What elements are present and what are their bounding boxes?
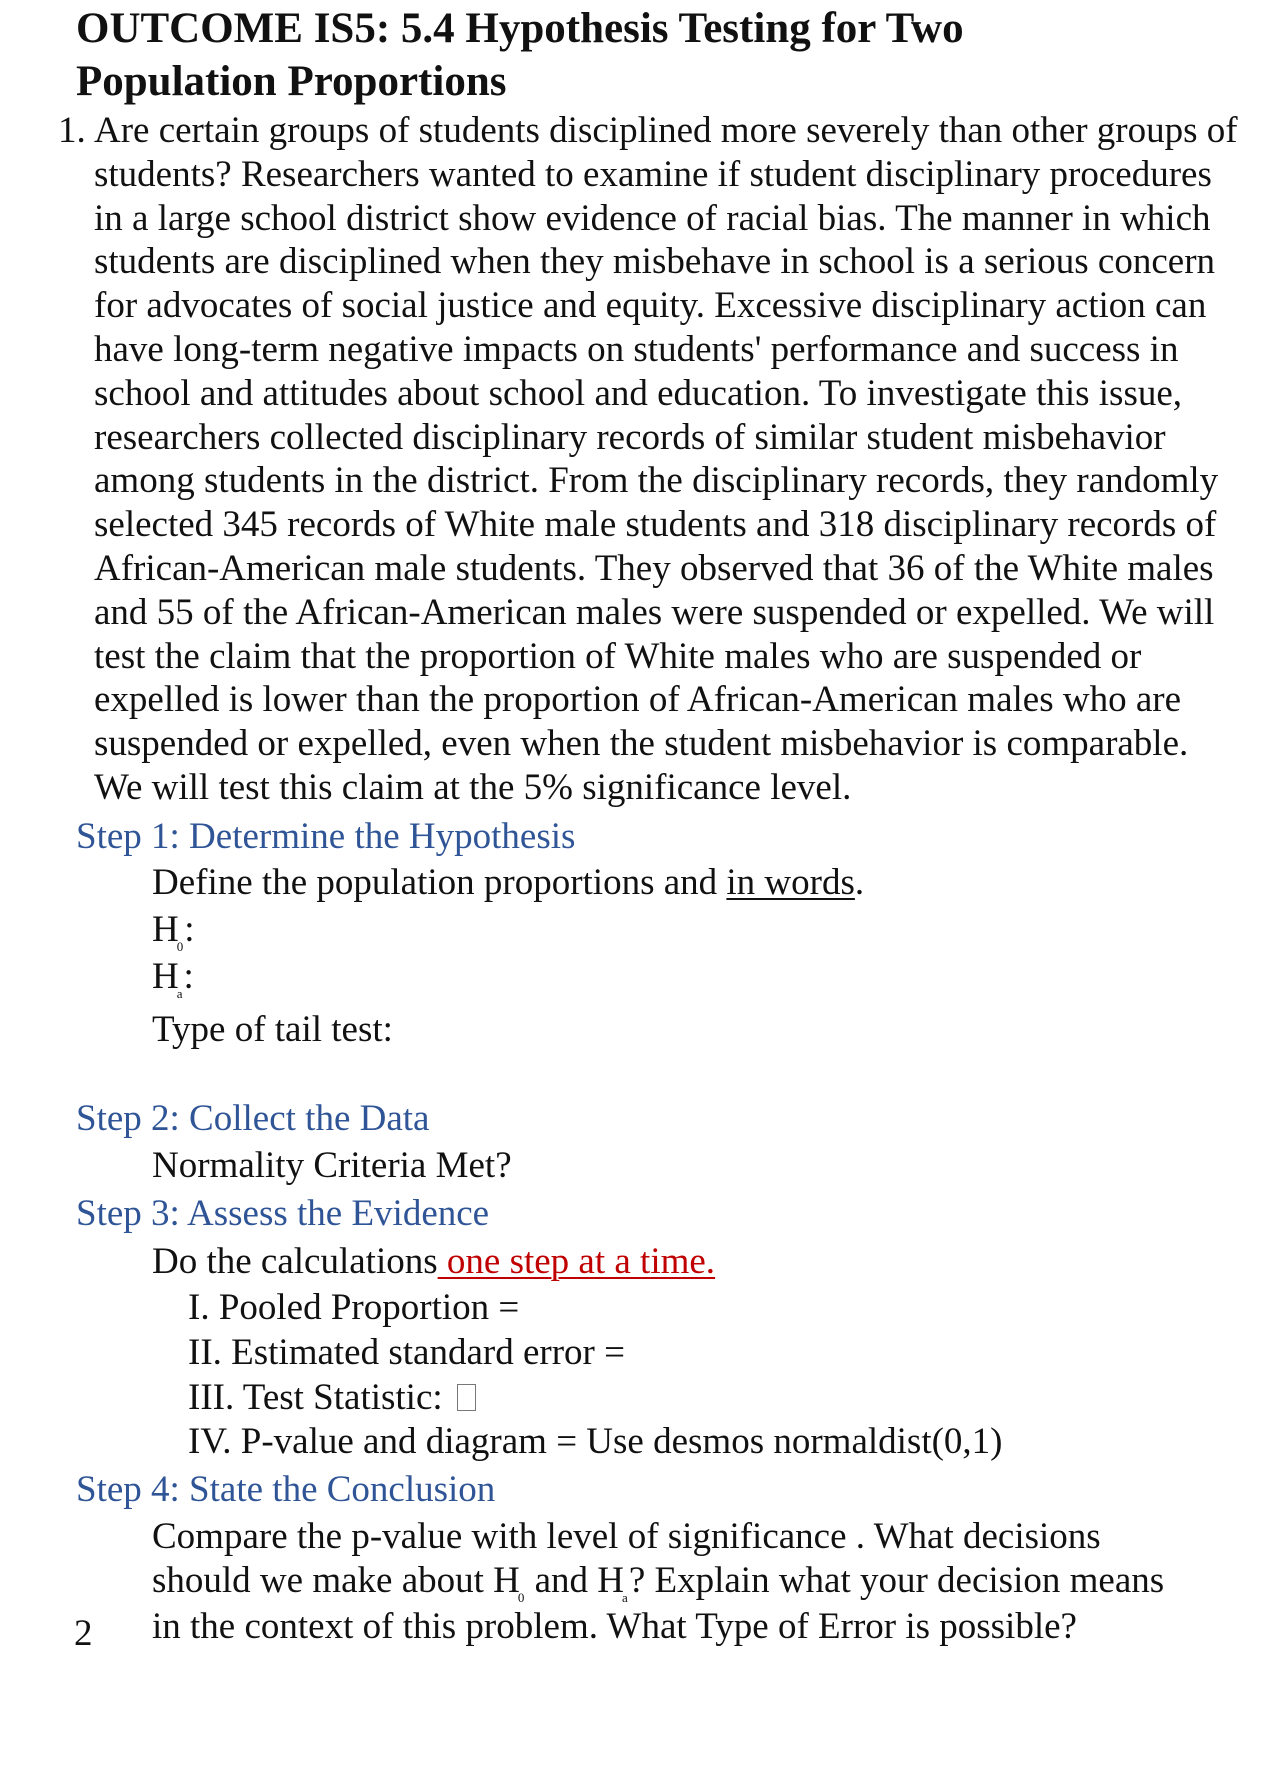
pooled-proportion-item: I. Pooled Proportion = [188,1287,520,1328]
conclusion-text-c: ? Explain what your decision means [628,1560,1165,1601]
missing-glyph-box-icon [457,1384,476,1411]
ha-subscript: a [176,986,183,1001]
h-letter: H [152,909,179,950]
conclusion-line-2 [152,1559,1164,1610]
question-line: for advocates of social justice and equity. Excessive disciplinary action can [94,285,1207,327]
question-line: Are certain groups of students disciplined more severely than other groups of [94,110,1238,151]
question-line: have long-term negative impacts on students' performance and success in [94,328,1179,370]
question-line: researchers collected disciplinary records of similar student misbehavior [94,416,1166,458]
alternative-hypothesis-line [152,955,194,1006]
page-title [76,2,1256,108]
question-1 [58,109,1268,810]
conclusion-line-1: Compare the p-value with level of significance . What decisions [152,1516,1101,1557]
question-line: among students in the district. From the disciplinary records, they randomly [94,460,1219,502]
question-line: students are disciplined when they misbehave in school is a serious concern [94,241,1216,283]
colon: : [183,956,194,997]
step-3-heading: Step 3: Assess the Evidence [76,1193,490,1234]
question-line: test the claim that the proportion of White males who are suspended or [94,635,1142,677]
null-hypothesis-line [152,908,195,959]
question-line: selected 345 records of White male students and 318 disciplinary records of [94,504,1217,546]
conclusion-text-a: should we make about H [152,1560,520,1601]
calculations-intro [152,1240,715,1284]
h-letter: H [152,956,179,997]
standard-error-item: II. Estimated standard error = [188,1332,625,1373]
question-text [94,109,1268,810]
define-prefix: Define the population proportions and [152,862,727,903]
question-line: suspended or expelled, even when the student misbehavior is comparable. [94,723,1189,765]
calculations-prefix: Do the calculations [152,1241,438,1282]
page-number: 2 [74,1613,93,1654]
h0-subscript: 0 [176,939,184,954]
title-line-2: Population Proportions [76,58,507,105]
step-2-heading: Step 2: Collect the Data [76,1098,430,1139]
step-4-heading: Step 4: State the Conclusion [76,1469,496,1510]
question-line: African-American male students. They observed that 36 of the White males [94,547,1214,589]
colon: : [184,909,195,950]
one-step-link[interactable]: one step at a time. [437,1241,716,1282]
question-line: expelled is lower than the proportion of African-American males who are [94,679,1182,721]
tail-test-label: Type of tail test: [152,1009,393,1050]
p-value-item: IV. P-value and diagram = Use desmos normaldist(0,1) [188,1421,1003,1462]
question-line: We will test this claim at the 5% significance level. [94,766,852,808]
question-line: school and attitudes about school and education. To investigate this issue, [94,372,1183,414]
title-line-1: OUTCOME IS5: 5.4 Hypothesis Testing for Two [76,5,964,52]
define-proportions-line [152,861,864,905]
normality-criteria: Normality Criteria Met? [152,1145,512,1186]
define-suffix: . [854,862,865,903]
conclusion-text-b: and H [525,1560,625,1601]
ha-subscript: a [622,1590,628,1605]
test-statistic-label: III. Test Statistic: [188,1377,443,1418]
test-statistic-item [188,1376,476,1420]
conclusion-line-3: in the context of this problem. What Type of Error is possible? [152,1606,1077,1647]
question-number: 1. [58,110,86,151]
question-line: in a large school district show evidence of racial bias. The manner in which [94,197,1211,239]
in-words-underlined: in words [726,862,855,903]
question-line: students? Researchers wanted to examine if student disciplinary procedures [94,153,1212,195]
h0-subscript: 0 [517,1590,525,1605]
question-line: and 55 of the African-American males were suspended or expelled. We will [94,591,1215,633]
step-1-heading: Step 1: Determine the Hypothesis [76,816,576,857]
